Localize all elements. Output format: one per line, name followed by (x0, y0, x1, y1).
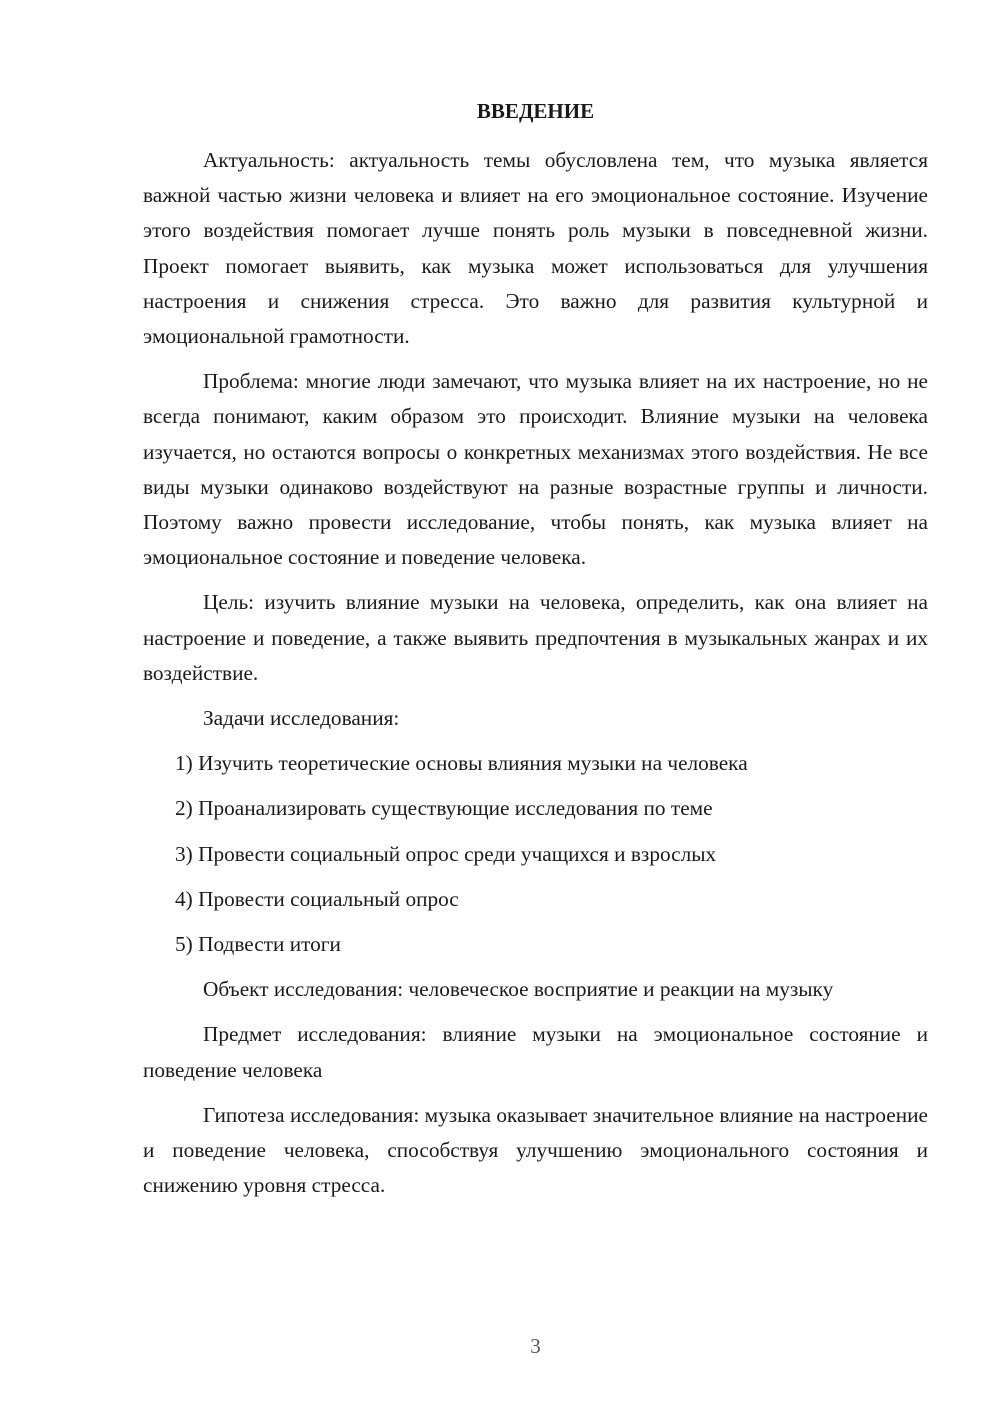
goal-paragraph: Цель: изучить влияние музыки на человека, определить, как она влияет на настроение и поведение, а также выявить предпочтения в музыкальных жанрах и их воздействие. (143, 590, 928, 685)
research-subject-paragraph: Предмет исследования: влияние музыки на эмоциональное состояние и поведение человека (143, 1022, 928, 1082)
list-item: 3) Провести социальный опрос среди учащихся и взрослых (175, 841, 717, 866)
document-body (143, 143, 928, 1213)
hypothesis-paragraph: Гипотеза исследования: музыка оказывает значительное влияние на настроение и поведение человека, способствуя улучшению эмоционального состояния и снижению уровня стресса. (143, 1102, 928, 1198)
section-title: ВВЕДЕНИЕ (476, 99, 595, 123)
page-number: 3 (530, 1334, 541, 1358)
list-item: 4) Провести социальный опрос (175, 886, 459, 911)
list-item: 2) Проанализировать существующие исследования по теме (175, 796, 713, 821)
list-item: 1) Изучить теоретические основы влияния музыки на человека (175, 751, 748, 776)
list-item: 5) Подвести итоги (175, 932, 341, 957)
tasks-list (143, 746, 928, 962)
research-object-paragraph: Объект исследования: человеческое восприятие и реакции на музыку (203, 977, 834, 1002)
tasks-heading: Задачи исследования: (203, 706, 400, 731)
relevance-paragraph: Актуальность: актуальность темы обусловлена тем, что музыка является важной частью жизни человека и влияет на его эмоциональное состояние. Изучение этого воздействия помогает лучше понять роль музыки в повседневной жизни. Проект помогает выявить, как музыка может использоваться для улучшения настроения и снижения стресса. Это важно для развития культурной и эмоциональной грамотности. (143, 148, 928, 349)
problem-paragraph: Проблема: многие люди замечают, что музыка влияет на их настроение, но не всегда понимают, каким образом это происходит. Влияние музыки на человека изучается, но остаются вопросы о конкретных механизмах этого воздействия. Не все виды музыки одинаково воздействуют на разные возрастные группы и личности. Поэтому важно провести исследование, чтобы понять, как музыка влияет на эмоциональное состояние и поведение человека. (143, 369, 928, 570)
